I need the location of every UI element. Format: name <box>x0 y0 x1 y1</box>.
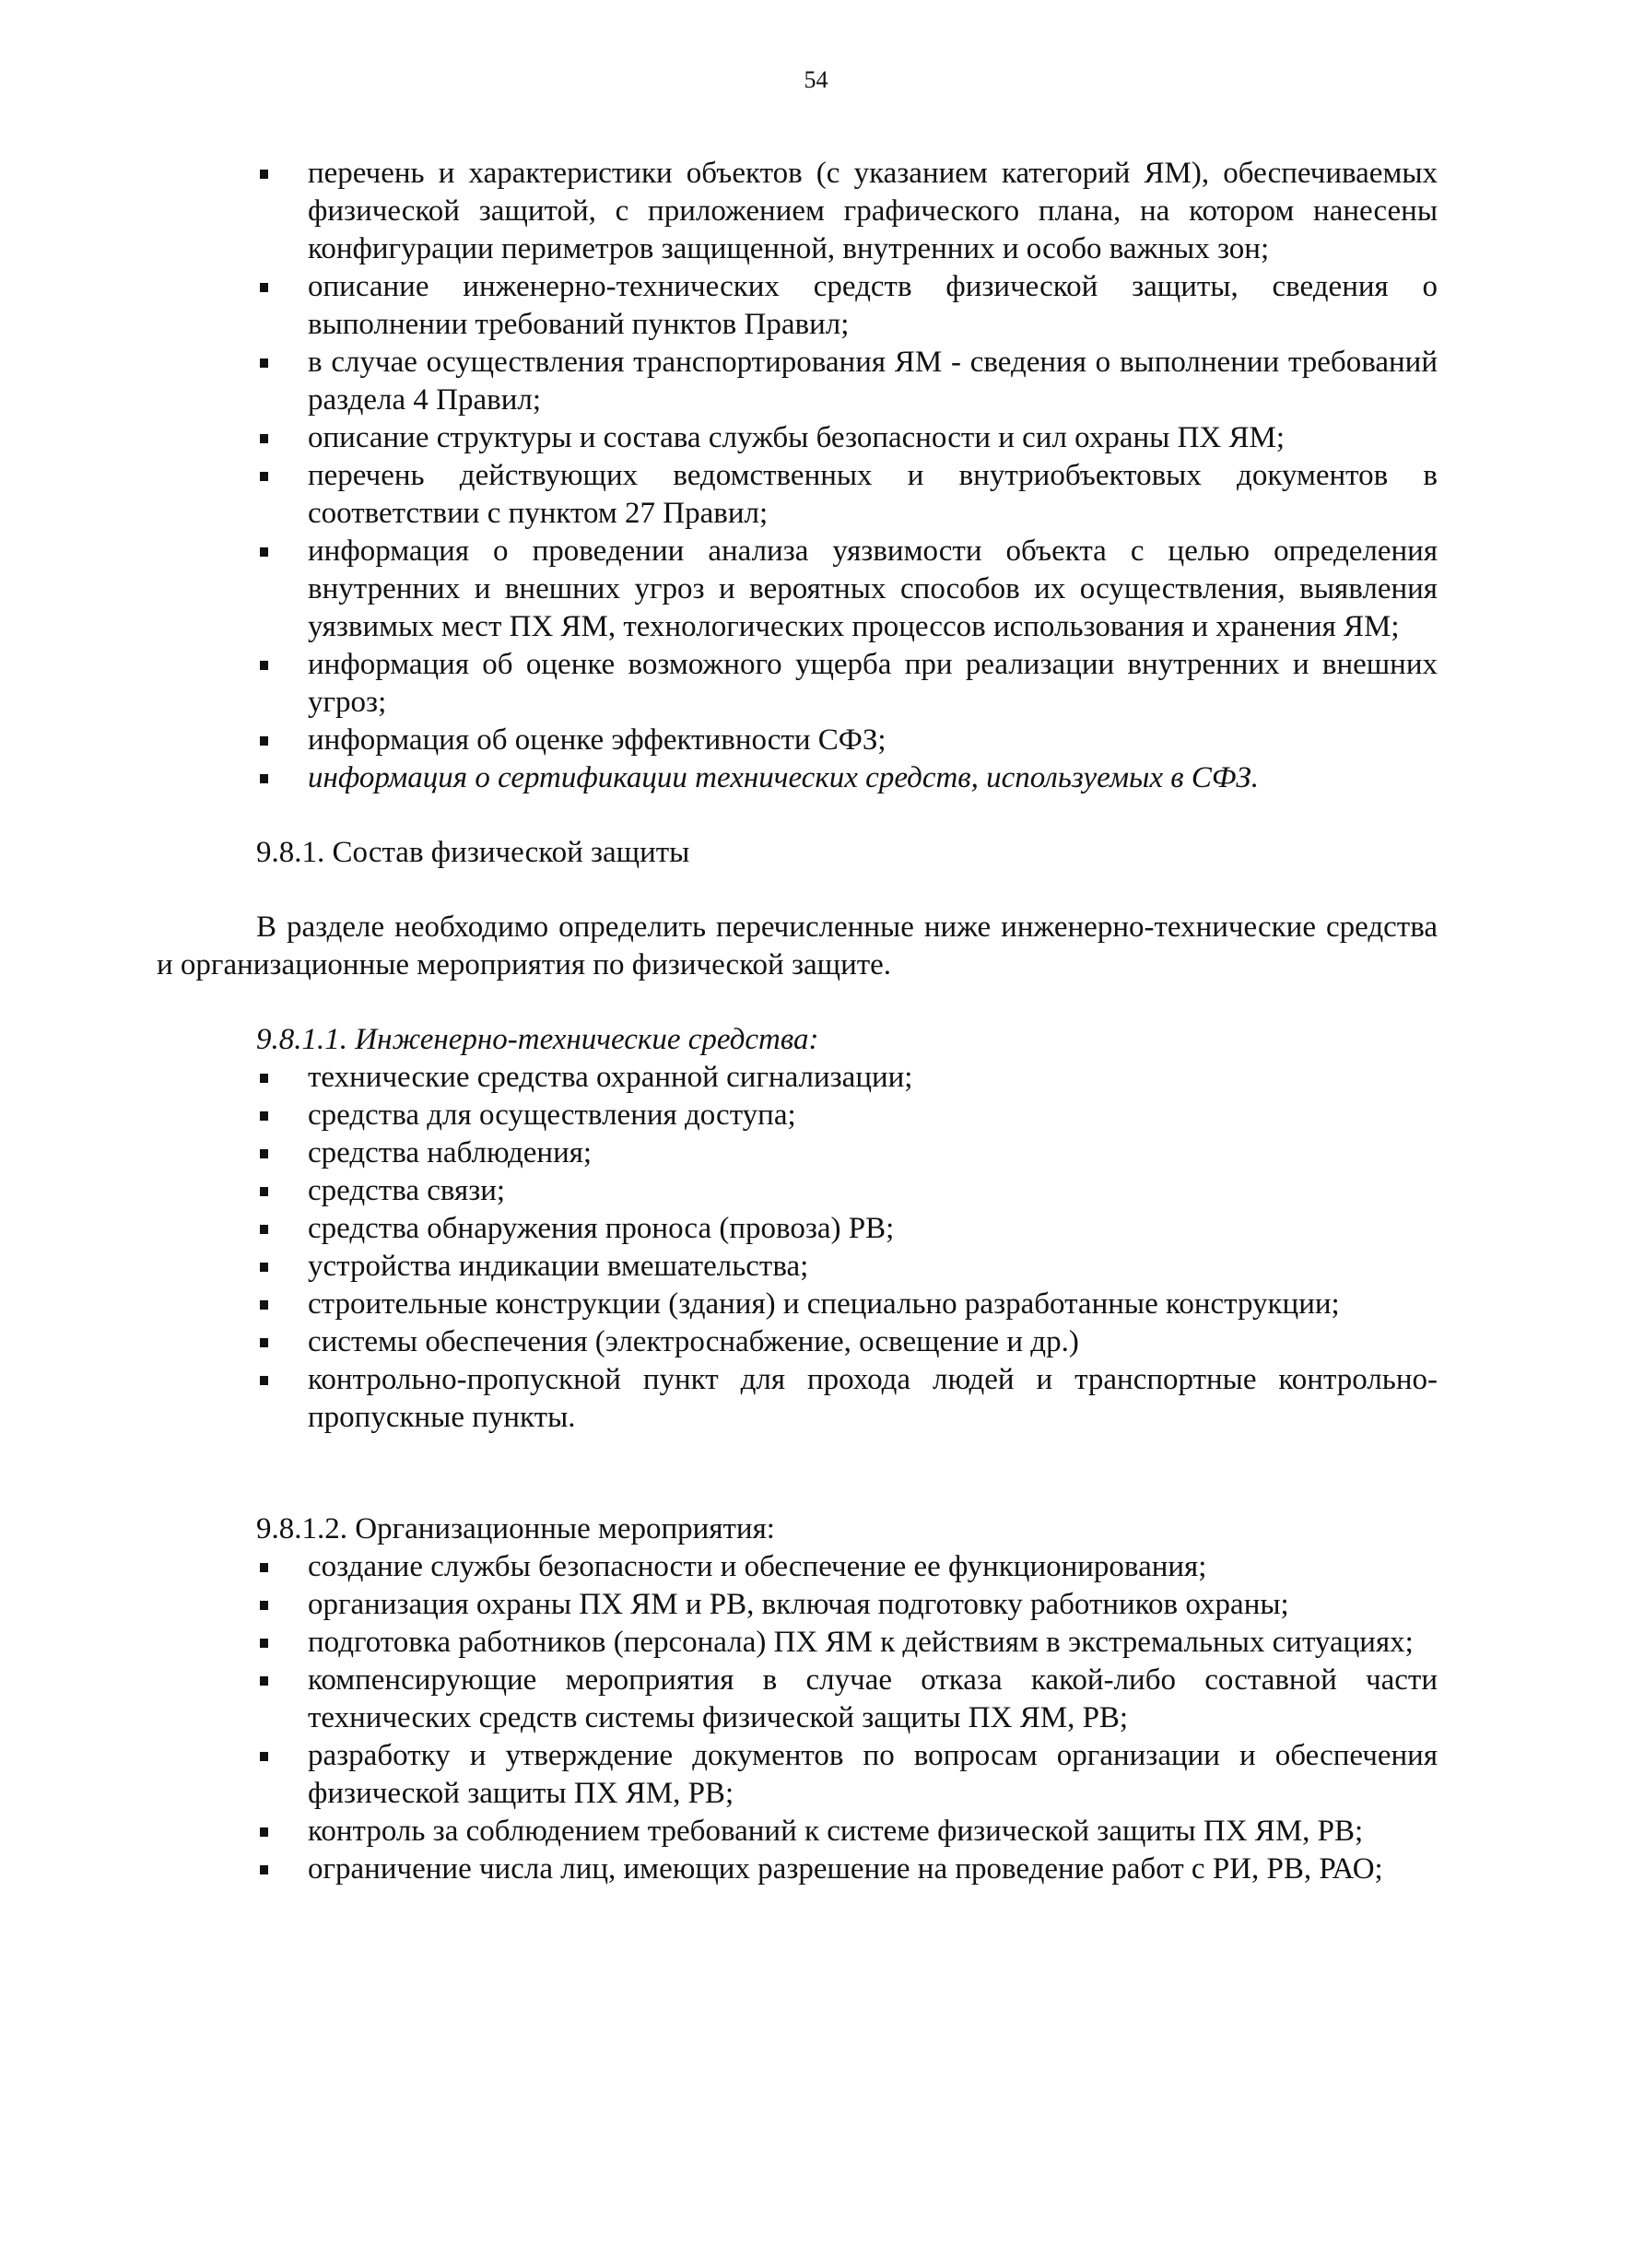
list-item: перечень и характеристики объектов (с указанием категорий ЯМ), обеспечиваемых физической защитой, с приложением графического плана, на котором нанесены конфигурации периметров защищенной, внутренних и особо важных зон; <box>157 155 1438 268</box>
bullet-icon <box>260 1300 268 1310</box>
list-item: средства связи; <box>157 1172 1438 1210</box>
bullet-icon <box>260 547 268 557</box>
bullet-icon <box>260 1187 268 1196</box>
subsection-title: Инженерно-технические средства: <box>355 1023 819 1056</box>
bullet-icon <box>260 358 268 368</box>
list-item: информация об оценке эффективности СФЗ; <box>157 722 1438 759</box>
bullet-icon <box>260 1676 268 1686</box>
subsection-heading-technical <box>256 1021 1438 1059</box>
bullet-icon <box>260 1074 268 1083</box>
bullet-icon <box>260 1563 268 1572</box>
list-item: контроль за соблюдением требований к системе физической защиты ПХ ЯМ, РВ; <box>157 1813 1438 1851</box>
bullet-icon <box>260 1752 268 1761</box>
list-item: информация о проведении анализа уязвимости объекта с целью определения внутренних и внешних угроз и вероятных способов их осуществления, выявления уязвимых мест ПХ ЯМ, технологических процессов использования и хранения ЯМ; <box>157 533 1438 646</box>
subsection-heading-organizational: 9.8.1.2. Организационные мероприятия: <box>256 1512 775 1545</box>
bullet-icon <box>260 736 268 746</box>
technical-means-list <box>157 1059 1438 1437</box>
bullet-icon <box>260 1827 268 1837</box>
document-body <box>157 155 1438 1888</box>
report-contents-list <box>157 155 1438 797</box>
bullet-icon <box>260 1376 268 1385</box>
bullet-icon <box>260 1149 268 1158</box>
list-item: средства наблюдения; <box>157 1134 1438 1172</box>
bullet-icon <box>260 661 268 670</box>
list-item: контрольно-пропускной пункт для прохода людей и транспортные контрольно-пропускные пункты. <box>157 1361 1438 1437</box>
list-item: разработку и утверждение документов по вопросам организации и обеспечения физической защиты ПХ ЯМ, РВ; <box>157 1737 1438 1813</box>
list-item: устройства индикации вмешательства; <box>157 1248 1438 1286</box>
list-item: средства для осуществления доступа; <box>157 1097 1438 1134</box>
list-item: описание структуры и состава службы безопасности и сил охраны ПХ ЯМ; <box>157 419 1438 457</box>
list-item: компенсирующие мероприятия в случае отказа какой-либо составной части технических средств системы физической защиты ПХ ЯМ, РВ; <box>157 1662 1438 1737</box>
list-item: системы обеспечения (электроснабжение, освещение и др.) <box>157 1323 1438 1361</box>
subsection-number: 9.8.1.1. <box>256 1023 347 1056</box>
organizational-measures-list <box>157 1548 1438 1888</box>
list-item: технические средства охранной сигнализации; <box>157 1059 1438 1097</box>
bullet-icon <box>260 434 268 443</box>
list-item: информация о сертификации технических средств, используемых в СФЗ. <box>157 759 1438 797</box>
bullet-icon <box>260 1225 268 1234</box>
section-paragraph: В разделе необходимо определить перечисленные ниже инженерно-технические средства и организационные мероприятия по физической защите. <box>157 911 1438 981</box>
list-item: подготовка работников (персонала) ПХ ЯМ к действиям в экстремальных ситуациях; <box>157 1624 1438 1662</box>
bullet-icon <box>260 1263 268 1272</box>
bullet-icon <box>260 1601 268 1610</box>
bullet-icon <box>260 1111 268 1121</box>
list-item: ограничение числа лиц, имеющих разрешение на проведение работ с РИ, РВ, РАО; <box>157 1851 1438 1888</box>
list-item: перечень действующих ведомственных и внутриобъектовых документов в соответствии с пунктом 27 Правил; <box>157 457 1438 533</box>
page-number: 54 <box>804 66 828 93</box>
bullet-icon <box>260 1338 268 1347</box>
list-item: информация об оценке возможного ущерба при реализации внутренних и внешних угроз; <box>157 646 1438 722</box>
bullet-icon <box>260 170 268 179</box>
list-item: создание службы безопасности и обеспечение ее функционирования; <box>157 1548 1438 1586</box>
bullet-icon <box>260 1865 268 1874</box>
list-item: в случае осуществления транспортирования ЯМ - сведения о выполнении требований раздела 4 Правил; <box>157 344 1438 419</box>
bullet-icon <box>260 472 268 481</box>
bullet-icon <box>260 774 268 783</box>
list-item: описание инженерно-технических средств физической защиты, сведения о выполнении требований пунктов Правил; <box>157 268 1438 344</box>
list-item: средства обнаружения проноса (провоза) РВ; <box>157 1210 1438 1248</box>
list-item: строительные конструкции (здания) и специально разработанные конструкции; <box>157 1286 1438 1323</box>
bullet-icon <box>260 1639 268 1648</box>
section-heading: 9.8.1. Состав физической защиты <box>256 836 690 869</box>
bullet-icon <box>260 283 268 292</box>
list-item: организация охраны ПХ ЯМ и РВ, включая подготовку работников охраны; <box>157 1586 1438 1624</box>
